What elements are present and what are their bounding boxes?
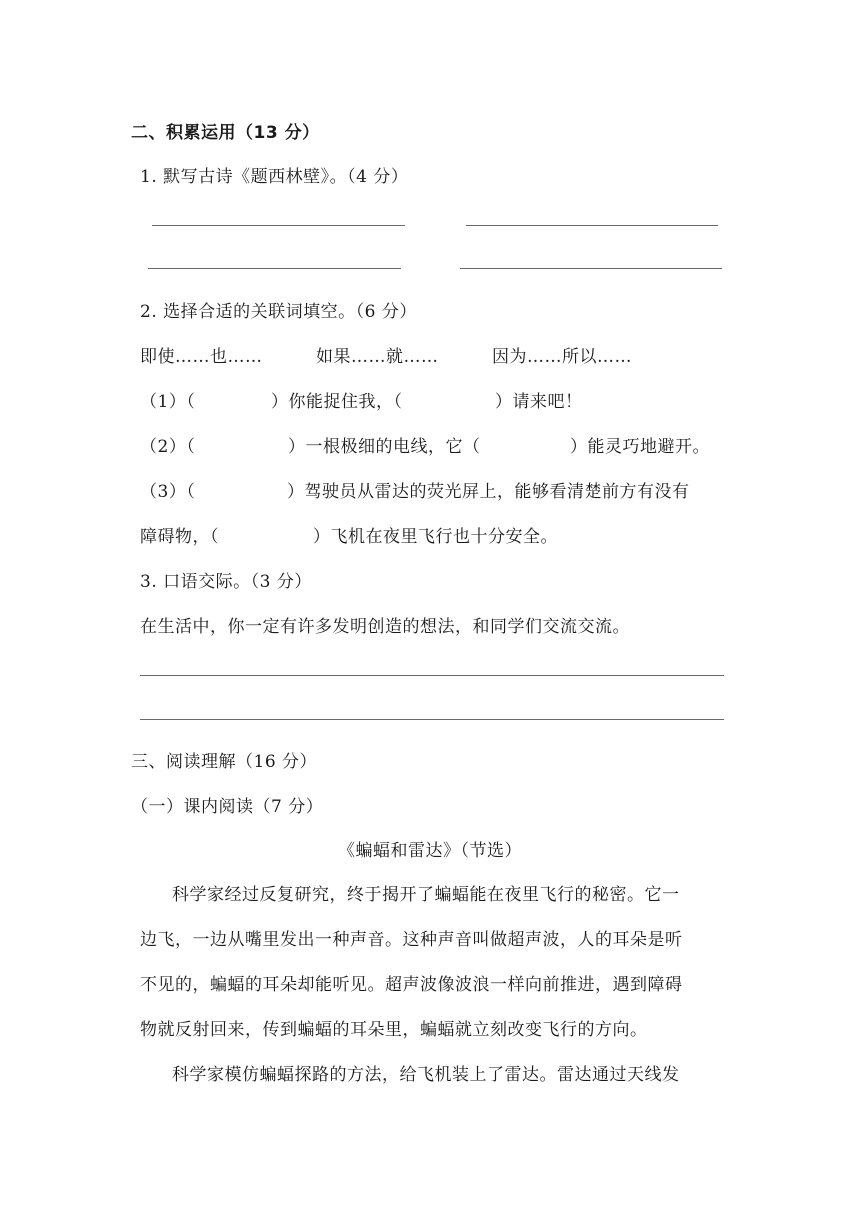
answer-line-1b[interactable] bbox=[466, 225, 718, 226]
conjunction-option-2: 如果……就…… bbox=[316, 347, 439, 367]
question-1: 1. 默写古诗《题西林壁》。（4 分） bbox=[140, 167, 409, 187]
fill-item-2-number: （2）（ bbox=[140, 437, 196, 457]
fill-item-2-text-a: ）一根极细的电线，它（ bbox=[288, 437, 481, 457]
subsection-heading: （一）课内阅读（7 分） bbox=[131, 797, 324, 817]
fill-item-3-continuation-a: 障碍物，（ bbox=[140, 527, 219, 547]
passage-title: 《蝙蝠和雷达》（节选） bbox=[338, 841, 522, 861]
section-2-heading: 二、积累运用（13 分） bbox=[131, 123, 320, 143]
answer-line-3b[interactable] bbox=[140, 719, 724, 720]
fill-item-3-text-a: ）驾驶员从雷达的荧光屏上，能够看清楚前方有没有 bbox=[287, 482, 690, 502]
answer-line-1c[interactable] bbox=[148, 268, 401, 269]
answer-line-1a[interactable] bbox=[152, 225, 405, 226]
fill-item-1-text-b: ）请来吧！ bbox=[495, 392, 583, 412]
fill-item-3-continuation-b: ）飞机在夜里飞行也十分安全。 bbox=[313, 527, 558, 547]
passage-line: 不见的，蝙蝠的耳朵却能听见。超声波像波浪一样向前推进，遇到障碍 bbox=[140, 975, 683, 995]
fill-item-2-text-b: ）能灵巧地避开。 bbox=[570, 437, 710, 457]
question-3-prompt: 在生活中，你一定有许多发明创造的想法，和同学们交流交流。 bbox=[140, 617, 630, 637]
conjunction-option-1: 即使……也…… bbox=[140, 347, 263, 367]
question-2: 2. 选择合适的关联词填空。（6 分） bbox=[140, 302, 417, 322]
fill-item-1-number: （1）（ bbox=[140, 392, 196, 412]
answer-line-1d[interactable] bbox=[460, 268, 722, 269]
section-3-heading: 三、阅读理解（16 分） bbox=[131, 752, 318, 772]
passage-line: 科学家经过反复研究，终于揭开了蝙蝠能在夜里飞行的秘密。它一 bbox=[172, 885, 680, 905]
passage-line: 边飞，一边从嘴里发出一种声音。这种声音叫做超声波，人的耳朵是听 bbox=[140, 930, 683, 950]
conjunction-option-3: 因为……所以…… bbox=[492, 347, 632, 367]
passage-line: 物就反射回来，传到蝙蝠的耳朵里，蝙蝠就立刻改变飞行的方向。 bbox=[140, 1020, 648, 1040]
question-3: 3. 口语交际。（3 分） bbox=[140, 572, 312, 592]
fill-item-3-number: （3）（ bbox=[140, 482, 196, 502]
answer-line-3a[interactable] bbox=[140, 675, 724, 676]
passage-line: 科学家模仿蝙蝠探路的方法，给飞机装上了雷达。雷达通过天线发 bbox=[172, 1065, 680, 1085]
fill-item-1-text-a: ）你能捉住我，（ bbox=[271, 392, 403, 412]
